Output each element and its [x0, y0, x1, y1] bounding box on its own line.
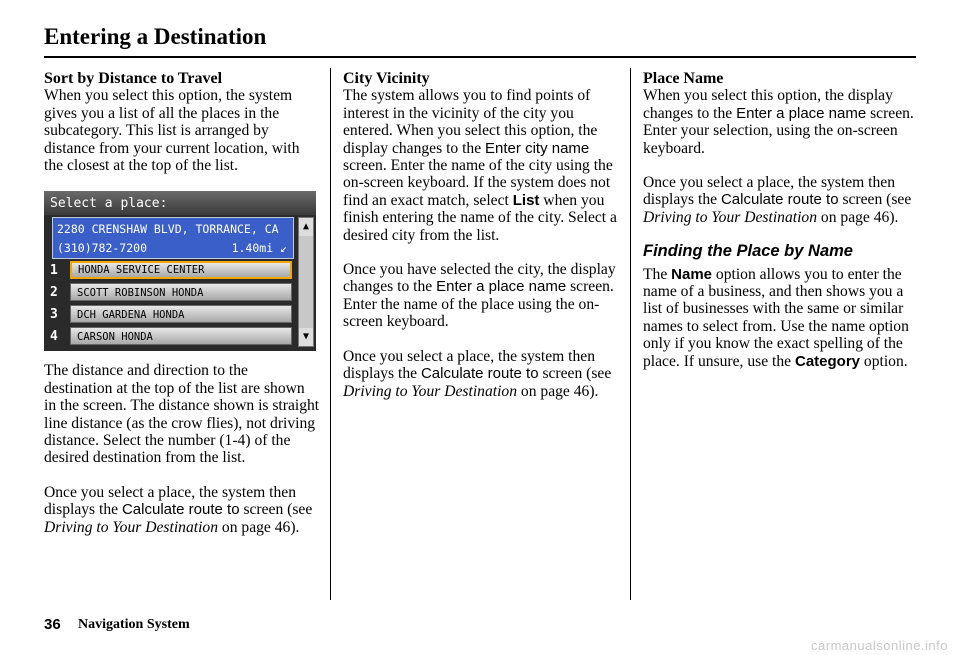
subsection-heading: Finding the Place by Name: [643, 242, 853, 261]
ui-term: Enter a place name: [736, 104, 867, 122]
ui-term: Category: [794, 352, 861, 370]
title-rule: [44, 56, 916, 58]
scrollbar[interactable]: [298, 217, 314, 347]
text: on page 46).: [817, 208, 899, 226]
text: The: [643, 265, 672, 283]
place-button-4[interactable]: CARSON HONDA: [70, 327, 292, 345]
text: on page 46).: [218, 518, 300, 536]
place-phone: (310)782-7200: [57, 241, 148, 256]
section-heading: City Vicinity: [343, 70, 430, 87]
text: Once you have selected the city, the display changes to the: [343, 261, 616, 296]
text: When you select this option, the display changes to the: [643, 87, 893, 122]
text: screen. Enter your selection, using the on-screen keyboard.: [643, 104, 914, 157]
place-button-3[interactable]: DCH GARDENA HONDA: [70, 305, 292, 323]
paragraph: [643, 266, 919, 370]
column-1: [44, 70, 320, 553]
text: The system allows you to find points of interest in the vicinity of the city you entered. When you select this option, the display changes to the: [343, 87, 598, 157]
ui-term: Enter city name: [485, 139, 590, 157]
paragraph: [343, 87, 619, 244]
selected-place-info: [52, 217, 294, 259]
column-divider: [630, 68, 631, 600]
place-address: 2280 CRENSHAW BLVD, TORRANCE, CA: [57, 222, 279, 237]
text: Once you select a place, the system then displays the: [343, 347, 596, 383]
text: Once you select a place, the system then displays the: [44, 483, 297, 519]
row-number: 3: [50, 307, 58, 323]
paragraph: When you select this option, the system gives you a list of all the places in the subcategory. This list is arranged by distance from your current location, with the closest at the top of the list.: [44, 87, 300, 175]
scroll-down-icon[interactable]: ▼: [299, 328, 313, 346]
place-distance: [232, 240, 287, 257]
cross-reference: Driving to Your Destination: [44, 518, 219, 536]
cross-reference: Driving to Your Destination: [343, 382, 518, 400]
text: screen. Enter the name of the place using the on-screen keyboard.: [343, 278, 614, 331]
text: screen (see: [838, 191, 912, 209]
row-number: 2: [50, 285, 58, 301]
distance-value: 1.40mi: [231, 241, 274, 256]
row-number: 4: [50, 329, 58, 345]
screen-title: Select a place:: [50, 196, 168, 212]
text: option.: [860, 352, 908, 370]
text: screen (see: [239, 501, 313, 519]
text: screen (see: [538, 365, 612, 383]
place-button-1[interactable]: HONDA SERVICE CENTER: [70, 261, 292, 279]
direction-arrow-icon: ↙: [280, 241, 287, 256]
ui-term: Calculate route to: [420, 365, 539, 383]
column-2: [343, 70, 619, 417]
footer-label: Navigation System: [78, 617, 190, 632]
paragraph: [643, 174, 919, 226]
column-3: [643, 70, 919, 387]
page-title: Entering a Destination: [44, 24, 267, 49]
ui-term: Calculate route to: [720, 191, 839, 209]
text: Once you select a place, the system then displays the: [643, 174, 896, 209]
scroll-up-icon[interactable]: ▲: [299, 218, 313, 236]
column-divider: [330, 68, 331, 600]
page-number: 36: [44, 616, 61, 633]
paragraph: [343, 348, 619, 400]
cross-reference: Driving to Your Destination: [643, 208, 818, 226]
paragraph: The distance and direction to the destination at the top of the list are shown in the screen. The distance shown is straight line distance (as the crow flies), not driving distance. Select the number (1-4) of the desired destination from the list.: [44, 362, 320, 467]
text: on page 46).: [517, 382, 599, 400]
screen-header: [44, 191, 316, 215]
watermark: carmanualsonline.info: [811, 638, 948, 653]
text: screen. Enter the name of the city using the on-screen keyboard. If the system does not find an exact match, select: [343, 157, 613, 209]
ui-term: Calculate route to: [121, 501, 240, 519]
paragraph: [44, 484, 320, 536]
row-number: 1: [50, 263, 58, 279]
ui-term: List: [512, 191, 540, 209]
section-heading: Sort by Distance to Travel: [44, 70, 223, 87]
place-button-2[interactable]: SCOTT ROBINSON HONDA: [70, 283, 292, 301]
paragraph: [343, 261, 619, 331]
ui-term: Name: [671, 265, 713, 283]
section-heading: Place Name: [643, 70, 724, 87]
nav-screen-image: [44, 191, 316, 351]
paragraph: [643, 87, 919, 157]
text: option allows you to enter the name of a business, and then shows you a list of businesses with the same or similar names to select from. Use the name option only if you know the exact spelling of the place. If unsure, use the: [643, 265, 909, 370]
text: when you finish entering the name of the city. Select a desired city from the list.: [343, 191, 617, 244]
ui-term: Enter a place name: [436, 278, 567, 296]
